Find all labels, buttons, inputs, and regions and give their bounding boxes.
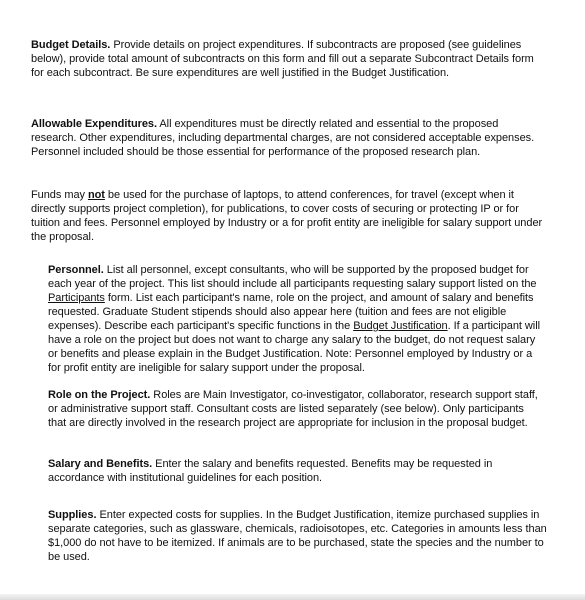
page-bottom-edge xyxy=(0,594,585,600)
personnel-line-4: requested. Graduate Student stipends should also appear here (tuition and fees are not eligible xyxy=(48,306,507,318)
funds-line-3: tuition and fees. Personnel employed by Industry or a for profit entity are ineligible for salary support under xyxy=(31,217,543,229)
supplies-heading: Supplies. xyxy=(48,509,97,521)
funds-not-emphasis: not xyxy=(87,189,105,201)
personnel-paragraph xyxy=(48,263,540,375)
role-line-3: that are directly involved in the research project are appropriate for inclusion in the proposal budget. xyxy=(48,417,528,429)
personnel-line-2: each year of the project. This list should include all participants requesting salary support listed on the xyxy=(48,278,537,290)
salary-line-1: Salary and Benefits. Enter the salary and benefits requested. Benefits may be requested in xyxy=(48,458,493,470)
funds-line-4: the proposal. xyxy=(31,231,94,243)
role-heading: Role on the Project. xyxy=(48,389,151,401)
allowable-expenditures-line-2: research. Other expenditures, including departmental charges, are not considered acceptable expenses. xyxy=(31,132,535,144)
personnel-line-3: Participants form. List each participant's name, role on the project, and amount of salary and benefits xyxy=(48,292,534,304)
funds-line-1: Funds may not be used for the purchase of laptops, to attend conferences, for travel (except when it xyxy=(31,189,514,201)
funds-restriction-paragraph xyxy=(31,188,542,244)
supplies-line-3: $1,000 do not have to be itemized. If animals are to be purchased, state the species and the number to xyxy=(48,537,544,549)
personnel-line-5: expenses). Describe each participant's specific functions in the Budget Justification. If a participant will xyxy=(48,320,540,332)
salary-heading: Salary and Benefits. xyxy=(48,458,153,470)
budget-details-line-3: for each subcontract. Be sure expenditures are well justified in the Budget Justification. xyxy=(31,67,450,79)
role-line-1: Role on the Project. Roles are Main Investigator, co-investigator, collaborator, research support staff, xyxy=(48,389,538,401)
supplies-line-1: Supplies. Enter expected costs for supplies. In the Budget Justification, itemize purchased supplies in xyxy=(48,509,540,521)
budget-details-line-2: below), provide total amount of subcontracts on this form and fill out a separate Subcontract Details form xyxy=(31,53,534,65)
personnel-heading: Personnel. xyxy=(48,264,104,276)
personnel-line-6: have a role on the project but does not want to charge any salary to the budget, do not request salary xyxy=(48,334,536,346)
role-line-2: or administrative support staff. Consultant costs are listed separately (see below). Only participants xyxy=(48,403,524,415)
budget-details-heading: Budget Details. xyxy=(31,39,111,51)
funds-line-2: directly supports project completion), for publications, to cover costs of securing or protecting IP or for xyxy=(31,203,519,215)
allowable-expenditures-heading: Allowable Expenditures. xyxy=(31,118,157,130)
budget-justification-link[interactable]: Budget Justification xyxy=(353,320,448,332)
salary-benefits-paragraph xyxy=(48,457,492,485)
supplies-paragraph xyxy=(48,508,547,564)
allowable-expenditures-line-1: Allowable Expenditures. All expenditures must be directly related and essential to the proposed xyxy=(31,118,499,130)
personnel-line-1: Personnel. List all personnel, except consultants, who will be supported by the proposed budget for xyxy=(48,264,529,276)
role-on-project-paragraph xyxy=(48,388,538,430)
supplies-line-2: separate categories, such as glassware, chemicals, radioisotopes, etc. Categories in amounts less than xyxy=(48,523,547,535)
budget-details-paragraph xyxy=(31,38,534,80)
allowable-expenditures-line-3: Personnel included should be those essential for performance of the proposed research plan. xyxy=(31,146,481,158)
personnel-line-7: or benefits and please explain in the Budget Justification. Note: Personnel employed by Industry or a xyxy=(48,348,533,360)
budget-details-line-1: Budget Details. Provide details on project expenditures. If subcontracts are proposed (see guidelines xyxy=(31,39,522,51)
supplies-line-4: be used. xyxy=(48,551,90,563)
salary-line-2: accordance with institutional guidelines for each position. xyxy=(48,472,323,484)
participants-link[interactable]: Participants xyxy=(48,292,105,304)
personnel-line-8: for profit entity are ineligible for salary support under the proposal. xyxy=(48,362,365,374)
allowable-expenditures-paragraph xyxy=(31,117,534,159)
